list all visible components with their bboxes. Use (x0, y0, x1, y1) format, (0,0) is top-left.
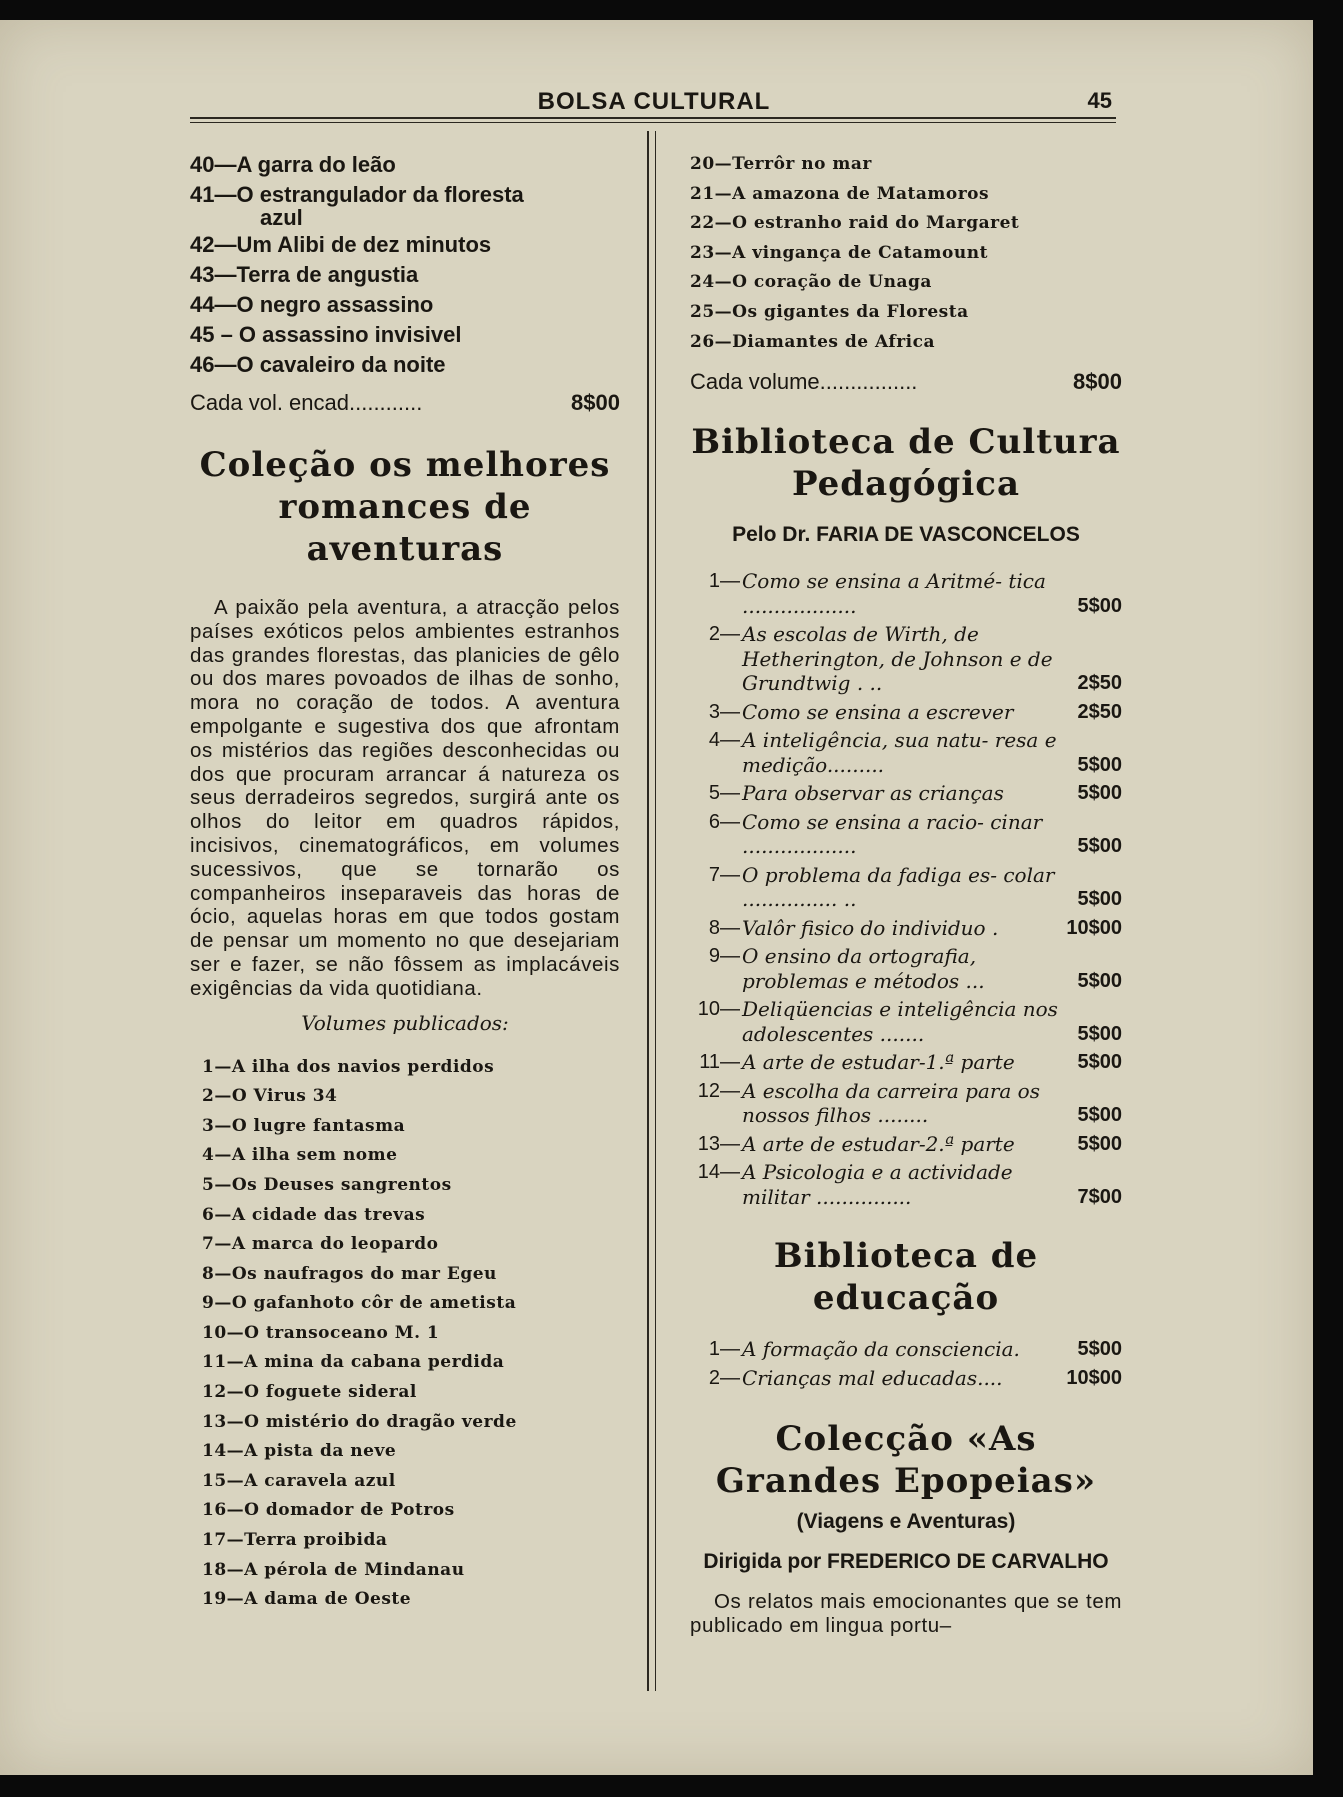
item-price: 5$00 (1077, 782, 1122, 805)
section-heading: Biblioteca de Cultura Pedagógica (691, 422, 1121, 505)
item-price: 5$00 (1077, 1051, 1122, 1074)
item-title: A inteligência, sua natu- resa e medição......... (742, 728, 1057, 777)
item-title: Como se ensina a racio- cinar .................. (742, 809, 1043, 859)
list-item: 10—O transoceano M. 1 (202, 1322, 440, 1343)
item-price: 5$00 (1077, 835, 1122, 858)
page-number: 45 (1087, 88, 1112, 113)
item-title: Como se ensina a Aritmé- tica .................. (742, 569, 1046, 618)
item-number: 10— (697, 998, 740, 1021)
list-item: 9—O gafanhoto côr de ametista (202, 1293, 517, 1314)
list-item (690, 944, 1122, 993)
item-number: 9— (708, 945, 740, 968)
list-item (690, 1079, 1122, 1128)
series-list-b (190, 1053, 620, 1615)
price-line (190, 388, 620, 418)
item-number: 8— (708, 916, 740, 939)
section-heading: Biblioteca de educação (773, 1236, 1039, 1319)
list-item: 22—O estranho raid do Margaret (690, 213, 1020, 234)
list-item (690, 569, 1122, 618)
left-column (190, 150, 620, 1615)
item-number: 4— (708, 729, 740, 752)
director-line: Dirigida por FREDERICO DE CARVALHO (703, 1550, 1109, 1574)
price-value: 8$00 (571, 390, 620, 415)
item-number: 7— (708, 863, 740, 886)
list-item: 3—O lugre fantasma (202, 1115, 406, 1136)
item-price: 2$50 (1077, 700, 1122, 723)
list-item: 24—O coração de Unaga (690, 272, 932, 293)
price-value: 8$00 (1073, 369, 1122, 395)
list-item (690, 622, 1122, 696)
list-item: 4—A ilha sem nome (202, 1145, 398, 1166)
item-title: Deliqüencias e inteligência nos adolescentes ....... (742, 997, 1058, 1046)
item-price: 5$00 (1077, 1022, 1122, 1045)
list-item: 41—O estrangulador da floresta (190, 182, 524, 207)
price-label: Cada vol. encad............ (190, 390, 423, 415)
item-title: O ensino da ortografia, problemas e métodos ... (742, 944, 985, 993)
list-item: 13—O mistério do dragão verde (202, 1411, 517, 1432)
epopeias-paragraph: Os relatos mais emocionantes que se tem publicado em lingua portu– (690, 1590, 1122, 1637)
list-item: 19—A dama de Oeste (202, 1589, 412, 1610)
list-item (690, 916, 1122, 941)
item-number: 11— (699, 1051, 740, 1074)
list-item (690, 863, 1122, 912)
item-number: 2— (708, 623, 740, 646)
item-price: 5$00 (1077, 753, 1122, 776)
item-title: A Psicologia e a actividade militar ............... (742, 1160, 1013, 1209)
item-number: 1— (708, 570, 740, 593)
item-number: 14— (697, 1161, 740, 1184)
list-item (690, 1050, 1122, 1075)
list-item (690, 1366, 1122, 1391)
item-title: Para observar as crianças (742, 781, 1004, 806)
list-item: 23—A vingança de Catamount (690, 242, 988, 263)
item-number: 1— (708, 1338, 740, 1361)
item-number: 13— (697, 1132, 740, 1155)
page-header (190, 68, 1118, 115)
list-item (690, 728, 1122, 777)
header-rule-thin (190, 122, 1116, 123)
item-price: 2$50 (1077, 672, 1122, 695)
list-item: 26—Diamantes de Africa (690, 331, 935, 352)
list-item: 44—O negro assassino (190, 292, 434, 317)
item-title: A arte de estudar-1.ª parte (742, 1050, 1015, 1075)
list-item: 45 – O assassino invisivel (190, 322, 462, 347)
item-number: 2— (708, 1366, 740, 1389)
right-column (690, 150, 1122, 1638)
item-title: O problema da fadiga es- colar ............... .. (742, 862, 1055, 912)
item-number: 3— (708, 700, 740, 723)
column-divider (647, 131, 649, 1691)
item-price: 10$00 (1066, 1366, 1122, 1389)
series-list-a (190, 150, 620, 380)
subtitle: (Viagens e Aventuras) (796, 1510, 1016, 1534)
item-price: 5$00 (1077, 888, 1122, 911)
series-list-c (690, 150, 1122, 357)
item-title: As escolas de Wirth, de Hetherington, de Johnson e de Grundtwig . .. (742, 622, 1053, 696)
list-item: 43—Terra de angustia (190, 262, 419, 287)
list-item: 1—A ilha dos navios perdidos (202, 1056, 495, 1077)
list-item: 18—A pérola de Mindanau (202, 1559, 465, 1580)
list-item: 15—A caravela azul (202, 1470, 396, 1491)
item-title: A arte de estudar-2.ª parte (742, 1131, 1015, 1156)
list-item: 2—O Virus 34 (202, 1086, 338, 1107)
list-item (690, 1160, 1122, 1209)
list-item (690, 997, 1122, 1046)
volumes-title: Volumes publicados: (301, 1010, 509, 1035)
list-item: 42—Um Alibi de dez minutos (190, 232, 492, 257)
list-item (690, 781, 1122, 806)
education-list (690, 1337, 1122, 1390)
price-label: Cada volume................ (690, 369, 918, 395)
item-price: 5$00 (1077, 969, 1122, 992)
list-item: 14—A pista da neve (202, 1441, 397, 1462)
list-item: 12—O foguete sideral (202, 1382, 417, 1403)
item-price: 5$00 (1077, 1132, 1122, 1155)
item-title: Como se ensina a escrever (742, 699, 1014, 724)
item-number: 6— (708, 810, 740, 833)
list-item (690, 700, 1122, 725)
list-item (690, 1132, 1122, 1157)
item-price: 5$00 (1077, 1338, 1122, 1361)
running-title: BOLSA CULTURAL (537, 88, 771, 115)
section-heading: Colecção «As Grandes Epopeias» (715, 1419, 1097, 1502)
list-item: 17—Terra proibida (202, 1530, 388, 1551)
author-line: Pelo Dr. FARIA DE VASCONCELOS (732, 523, 1080, 547)
header-rule (190, 117, 1116, 119)
item-price: 7$00 (1077, 1185, 1122, 1208)
list-item: 5—Os Deuses sangrentos (202, 1174, 452, 1195)
item-title: Crianças mal educadas.... (742, 1365, 1003, 1390)
section-heading: Coleção os melhores romances de aventuras (199, 445, 611, 569)
list-item (690, 1337, 1122, 1362)
item-title: A escolha da carreira para os nossos filhos ........ (742, 1078, 1040, 1128)
pedagogy-list (690, 569, 1122, 1209)
item-title: A formação da consciencia. (742, 1337, 1020, 1362)
item-price: 5$00 (1077, 594, 1122, 617)
list-item (690, 810, 1122, 859)
list-item: 7—A marca do leopardo (202, 1234, 439, 1255)
price-line (690, 367, 1122, 397)
list-item: 25—Os gigantes da Floresta (690, 301, 969, 322)
list-item: 8—Os naufragos do mar Egeu (202, 1263, 497, 1284)
item-number: 12— (697, 1079, 740, 1102)
list-item-continuation: azul (260, 205, 303, 230)
item-title: Valôr fisico do individuo . (742, 915, 999, 940)
list-item: 21—A amazona de Matamoros (690, 183, 990, 204)
column-divider-thin (655, 131, 656, 1691)
list-item: 46—O cavaleiro da noite (190, 352, 446, 377)
list-item: 16—O domador de Potros (202, 1500, 455, 1521)
intro-paragraph: A paixão pela aventura, a atracção pelos países exóticos pelos ambientes estranhos das grandes florestas, das planicies de gêlo ou dos mares povoados de ilhas de sonho, mora no coração de todos. A aventura empolgante e sugestiva dos que afrontam os mistérios das regiões desconhecidas ou dos que procuram arrancar á natureza os seus derradeiros segredos, surgirá ante os olhos do leitor em quadros rápidos, incisivos, cinematográficos, em volumes sucessivos, que se tornarão os companheiros inseparaveis das horas de ócio, aquelas horas em que todos gostam de pensar um momento no que desejariam ser e fazer, se não fôssem as implacáveis exigências da vida quotidiana. (190, 596, 620, 1000)
list-item: 40—A garra do leão (190, 152, 396, 177)
list-item: 11—A mina da cabana perdida (202, 1352, 505, 1373)
item-price: 10$00 (1066, 916, 1122, 939)
list-item: 20—Terrôr no mar (690, 154, 872, 174)
item-price: 5$00 (1077, 1104, 1122, 1127)
item-number: 5— (708, 782, 740, 805)
list-item: 6—A cidade das trevas (202, 1204, 426, 1225)
